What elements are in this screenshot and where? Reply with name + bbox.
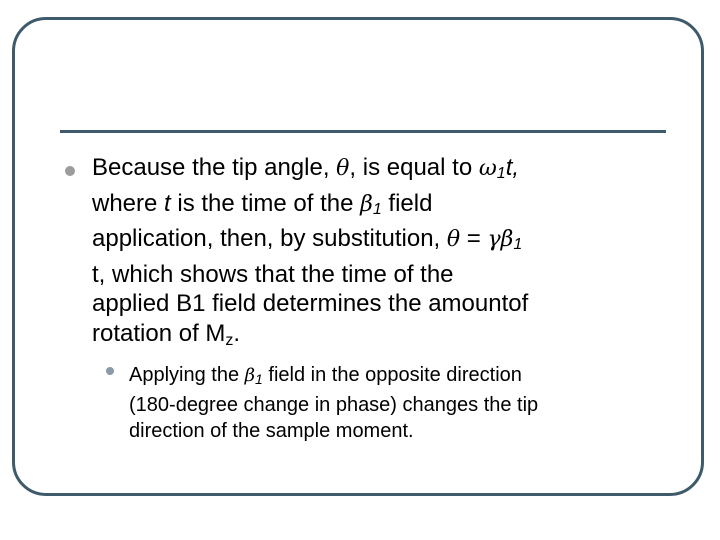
text-run: Applying the xyxy=(129,364,245,386)
text-run: , which shows that the time of the xyxy=(98,260,454,288)
subscript: 1 xyxy=(513,236,523,253)
text-run: Because the tip angle, xyxy=(92,154,337,181)
sub-bullet-dot-icon xyxy=(106,367,114,375)
title-divider xyxy=(60,130,666,133)
gamma-symbol: γ xyxy=(487,227,501,252)
text-run: field xyxy=(381,189,433,217)
bullet-text-level1 xyxy=(92,153,682,355)
text-run: rotation of M xyxy=(92,319,226,347)
subscript: 1 xyxy=(255,371,263,387)
beta-symbol: β xyxy=(500,227,514,252)
subscript: 1 xyxy=(372,200,382,218)
text-run: applied B1 field determines the amountof xyxy=(92,290,529,317)
bullet-text-level2 xyxy=(129,362,659,444)
text-run: application, then, by substitution, xyxy=(92,225,447,252)
text-run: , is equal to xyxy=(349,154,479,181)
subscript: z xyxy=(225,331,234,349)
text-run: t xyxy=(92,260,99,288)
text-run: . xyxy=(233,319,241,347)
text-run: t, xyxy=(505,154,520,181)
subscript: 1 xyxy=(496,165,506,182)
text-run: field in the opposite direction xyxy=(262,364,522,386)
time-variable: t xyxy=(164,189,171,217)
text-run: where xyxy=(92,189,165,217)
omega-symbol: ω xyxy=(478,156,497,181)
text-run: direction of the sample moment. xyxy=(129,420,414,442)
equals-sign: = xyxy=(460,225,488,252)
beta-symbol: β xyxy=(360,191,373,217)
theta-symbol: θ xyxy=(336,156,350,181)
bullet-dot-icon xyxy=(65,166,75,176)
text-run: (180-degree change in phase) changes the tip xyxy=(129,394,539,416)
text-run: is the time of the xyxy=(170,189,361,217)
theta-symbol: θ xyxy=(446,227,461,252)
beta-symbol: β xyxy=(244,365,256,386)
